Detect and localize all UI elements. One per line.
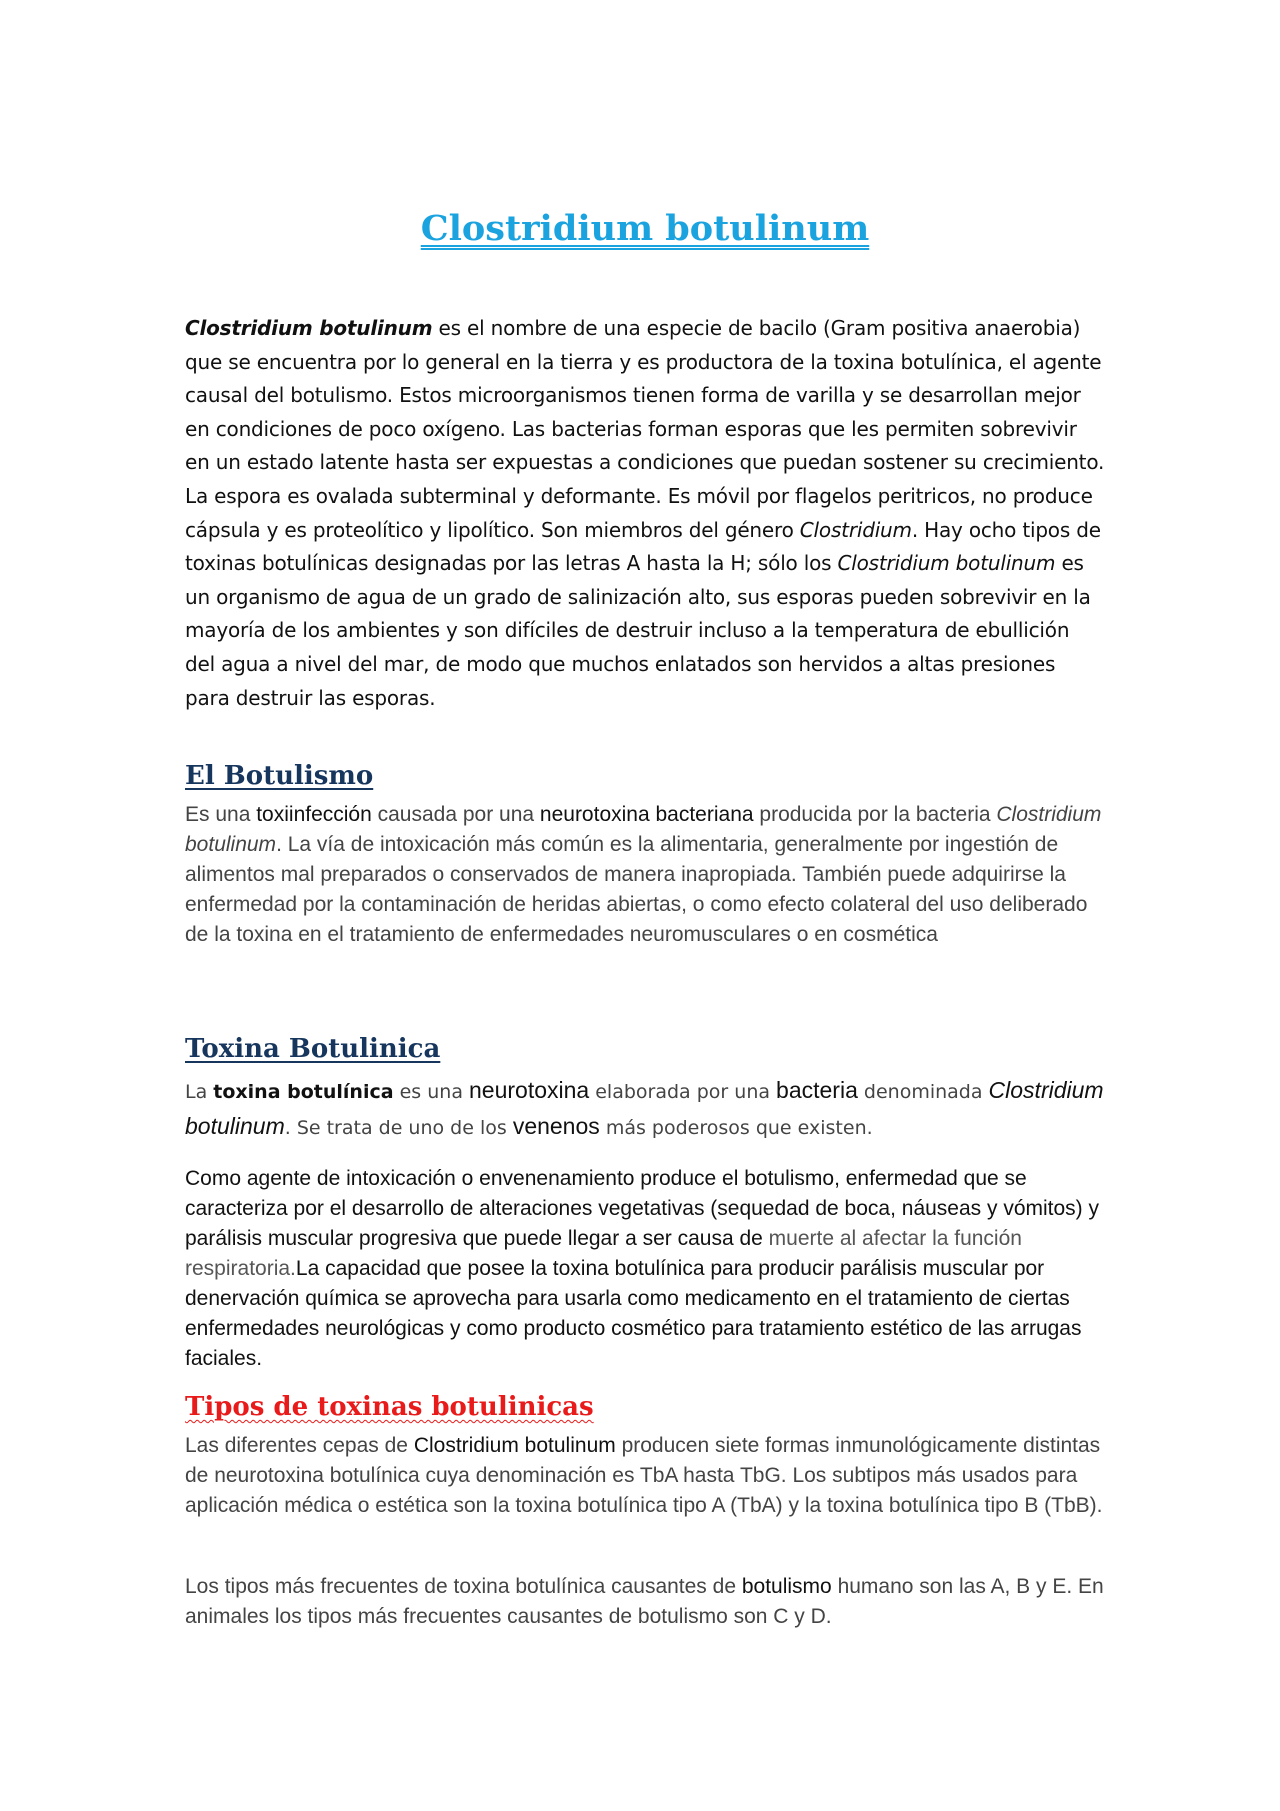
link-clostridium-botulinum[interactable]: Clostridium botulinum <box>413 1434 616 1457</box>
tipos-text-1: Las diferentes cepas de <box>185 1434 414 1457</box>
heading-toxina-botulinica: Toxina Botulinica <box>185 1034 441 1064</box>
botulismo-text-4: . La vía de intoxicación más común es la alimentaria, generalmente por ingestión de alimentos mal preparados o conservados de manera inapropiada. También puede adquirirse la enfermedad por la contaminación de heridas abiertas, o como efecto colateral del uso deliberado de la toxina en el tratamiento de enfermedades neuromusculares o en cosmética <box>185 833 1088 946</box>
tipos-paragraph-2 <box>185 1572 1105 1632</box>
link-botulismo[interactable]: botulismo <box>741 1575 832 1598</box>
toxina-text-3: elaborada por una <box>589 1081 777 1103</box>
toxina-text-2: es una <box>393 1081 469 1103</box>
toxina-text-5: . Se trata de uno de los <box>284 1117 513 1139</box>
intro-term: Clostridium botulinum <box>185 316 433 340</box>
link-neurotoxina[interactable]: neurotoxina <box>469 1077 590 1103</box>
link-bacteria[interactable]: bacteria <box>776 1077 858 1103</box>
botulismo-text-1: Es una <box>185 803 257 826</box>
tipos-text-4: humano son las A, B y E. En animales los tipos más frecuentes causantes de botulismo son C y D. <box>185 1575 1104 1628</box>
page-title: Clostridium botulinum <box>420 208 870 249</box>
intro-text-1: es el nombre de una especie de bacilo (Gram positiva anaerobia) que se encuentra por lo general en la tierra y es productora de la toxina botulínica, el agente causal del botulismo. Estos microorganismos tienen forma de varilla y se desarrollan mejor en condiciones de poco oxígeno. Las bacterias forman esporas que les permiten sobrevivir en un estado latente hasta ser expuestas a condiciones que puedan sostener su crecimiento. <box>185 316 1105 475</box>
intro-paragraph <box>185 312 1105 715</box>
tipos-paragraph-1 <box>185 1431 1105 1521</box>
toxina-text-4: denominada <box>857 1081 989 1103</box>
intro-text-2: La espora es ovalada subterminal y deformante. Es móvil por flagelos peritricos, no produce cápsula y es proteolítico y lipolítico. Son miembros del género <box>185 483 1093 542</box>
intro-species: Clostridium botulinum <box>837 551 1056 576</box>
link-venenos[interactable]: venenos <box>512 1113 600 1139</box>
botulismo-paragraph <box>185 800 1105 950</box>
toxina-grey-text: muerte al afectar la función respiratoria. <box>185 1227 1022 1280</box>
intro-text-3: . Hay ocho tipos de toxinas botulínicas designadas por las letras A hasta la H; sólo los <box>185 517 1101 576</box>
intro-text-4: es un organismo de agua de un grado de salinización alto, sus esporas pueden sobrevivir en la mayoría de los ambientes y son difíciles de destruir incluso a la temperatura de ebullición del agua a nivel del mar, de modo que muchos enlatados son hervidos a altas presiones para destruir las esporas. <box>185 551 1091 710</box>
heading-tipos-de-toxinas: Tipos de toxinas botulinicas <box>185 1392 594 1422</box>
intro-genus: Clostridium <box>799 517 912 542</box>
toxina-paragraph-2 <box>185 1164 1105 1374</box>
toxina-paragraph-1 <box>185 1073 1105 1145</box>
tipos-text-3: Los tipos más frecuentes de toxina botulínica causantes de <box>185 1575 742 1598</box>
botulismo-text-2: causada por una <box>371 803 540 826</box>
toxina-text-7: Como agente de intoxicación o envenenamiento produce el botulismo, enfermedad que se caracteriza por el desarrollo de alteraciones vegetativas (sequedad de boca, náuseas y vómitos) y parálisis muscular progresiva que puede llegar a ser causa de <box>185 1167 1100 1250</box>
toxina-bold-term: toxina botulínica <box>213 1081 394 1103</box>
link-neurotoxina-bacteriana[interactable]: neurotoxina bacteriana <box>539 803 754 826</box>
botulismo-species: Clostridium botulinum <box>185 803 1102 856</box>
tipos-text-2: producen siete formas inmunológicamente distintas de neurotoxina botulínica cuya denominación es TbA hasta TbG. Los subtipos más usados para aplicación médica o estética son la toxina botulínica tipo A (TbA) y la toxina botulínica tipo B (TbB). <box>185 1434 1103 1517</box>
botulismo-text-3: producida por la bacteria <box>753 803 997 826</box>
link-toxiinfeccion[interactable]: toxiinfección <box>256 803 372 826</box>
toxina-text-6: más poderosos que existen. <box>599 1117 873 1139</box>
toxina-text-1: La <box>185 1081 214 1103</box>
toxina-species: Clostridium botulinum <box>185 1077 1104 1139</box>
toxina-text-8: La capacidad que posee la toxina botulínica para producir parálisis muscular por denervación química se aprovecha para usarla como medicamento en el tratamiento de ciertas enfermedades neurológicas y como producto cosmético para tratamiento estético de las arrugas faciales. <box>185 1257 1082 1370</box>
heading-botulismo: El Botulismo <box>185 761 374 791</box>
